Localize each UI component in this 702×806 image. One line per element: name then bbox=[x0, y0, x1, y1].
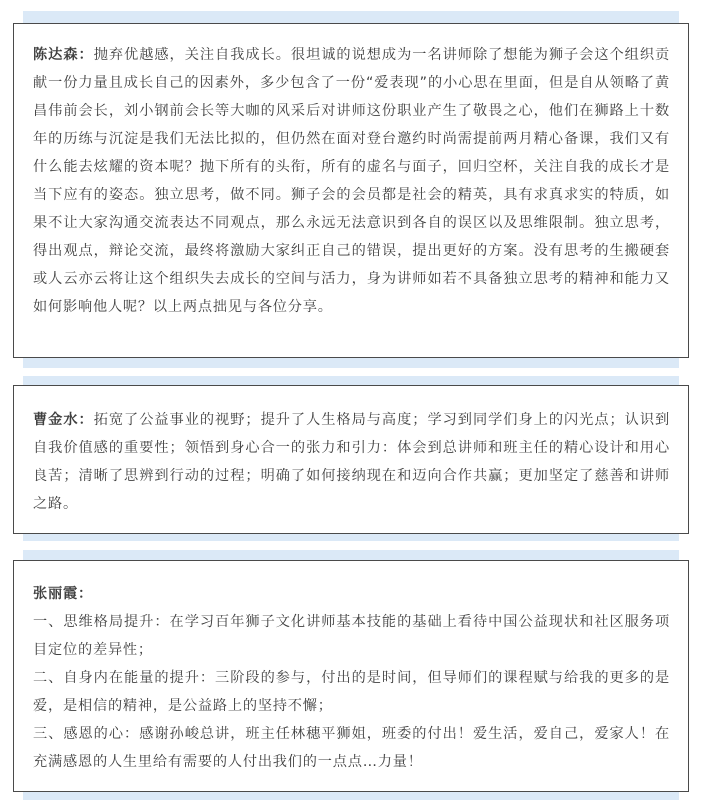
author-name: 张丽霞： bbox=[33, 586, 93, 602]
testimonial-card-2 bbox=[13, 385, 689, 534]
testimonial-2-paragraph bbox=[33, 406, 670, 518]
testimonial-1-paragraph bbox=[33, 41, 670, 321]
testimonial-card-1 bbox=[13, 23, 689, 358]
list-item: 三、感恩的心：感谢孙峻总讲，班主任林穗平狮姐，班委的付出！爱生活，爱自己，爱家人！在充满感恩的人生里给有需要的人付出我们的一点点…力量！ bbox=[33, 726, 670, 770]
author-name: 陈达森： bbox=[33, 47, 94, 63]
list-item: 二、自身内在能量的提升：三阶段的参与，付出的是时间，但导师们的课程赋与给我的更多的是爱，是相信的精神，是公益路上的坚持不懈； bbox=[33, 670, 670, 714]
testimonial-3-paragraph bbox=[33, 580, 670, 776]
author-name: 曹金水： bbox=[33, 412, 94, 428]
testimonial-text: 抛弃优越感，关注自我成长。很坦诚的说想成为一名讲师除了想能为狮子会这个组织贡献一份力量且成长自己的因素外，多少包含了一份“爱表现”的小心思在里面，但是自从领略了黄昌伟前会长，刘小钢前会长等大咖的风采后对讲师这份职业产生了敬畏之心，他们在狮路上十数年的历练与沉淀是我们无法比拟的，但仍然在面对登台邀约时尚需提前两月精心备课，我们又有什么能去炫耀的资本呢？抛下所有的头衔，所有的虚名与面子，回归空杯，关注自我的成长才是当下应有的姿态。独立思考，做不同。狮子会的会员都是社会的精英，具有求真求实的特质，如果不让大家沟通交流表达不同观点，那么永远无法意识到各自的误区以及思维限制。独立思考，得出观点，辩论交流，最终将激励大家纠正自己的错误，提出更好的方案。没有思考的生搬硬套或人云亦云将让这个组织失去成长的空间与活力，身为讲师如若不具备独立思考的精神和能力又如何影响他人呢？以上两点拙见与各位分享。 bbox=[33, 47, 670, 315]
testimonial-card-3 bbox=[13, 560, 689, 792]
list-item: 一、思维格局提升：在学习百年狮子文化讲师基本技能的基础上看待中国公益现状和社区服务项目定位的差异性； bbox=[33, 614, 670, 658]
card-1-accent-top bbox=[23, 11, 679, 23]
testimonial-text: 拓宽了公益事业的视野；提升了人生格局与高度；学习到同学们身上的闪光点；认识到自我价值感的重要性；领悟到身心合一的张力和引力：体会到总讲师和班主任的精心设计和用心良苦；清晰了思辨到行动的过程；明确了如何接纳现在和迈向合作共赢；更加坚定了慈善和讲师之路。 bbox=[33, 412, 670, 512]
